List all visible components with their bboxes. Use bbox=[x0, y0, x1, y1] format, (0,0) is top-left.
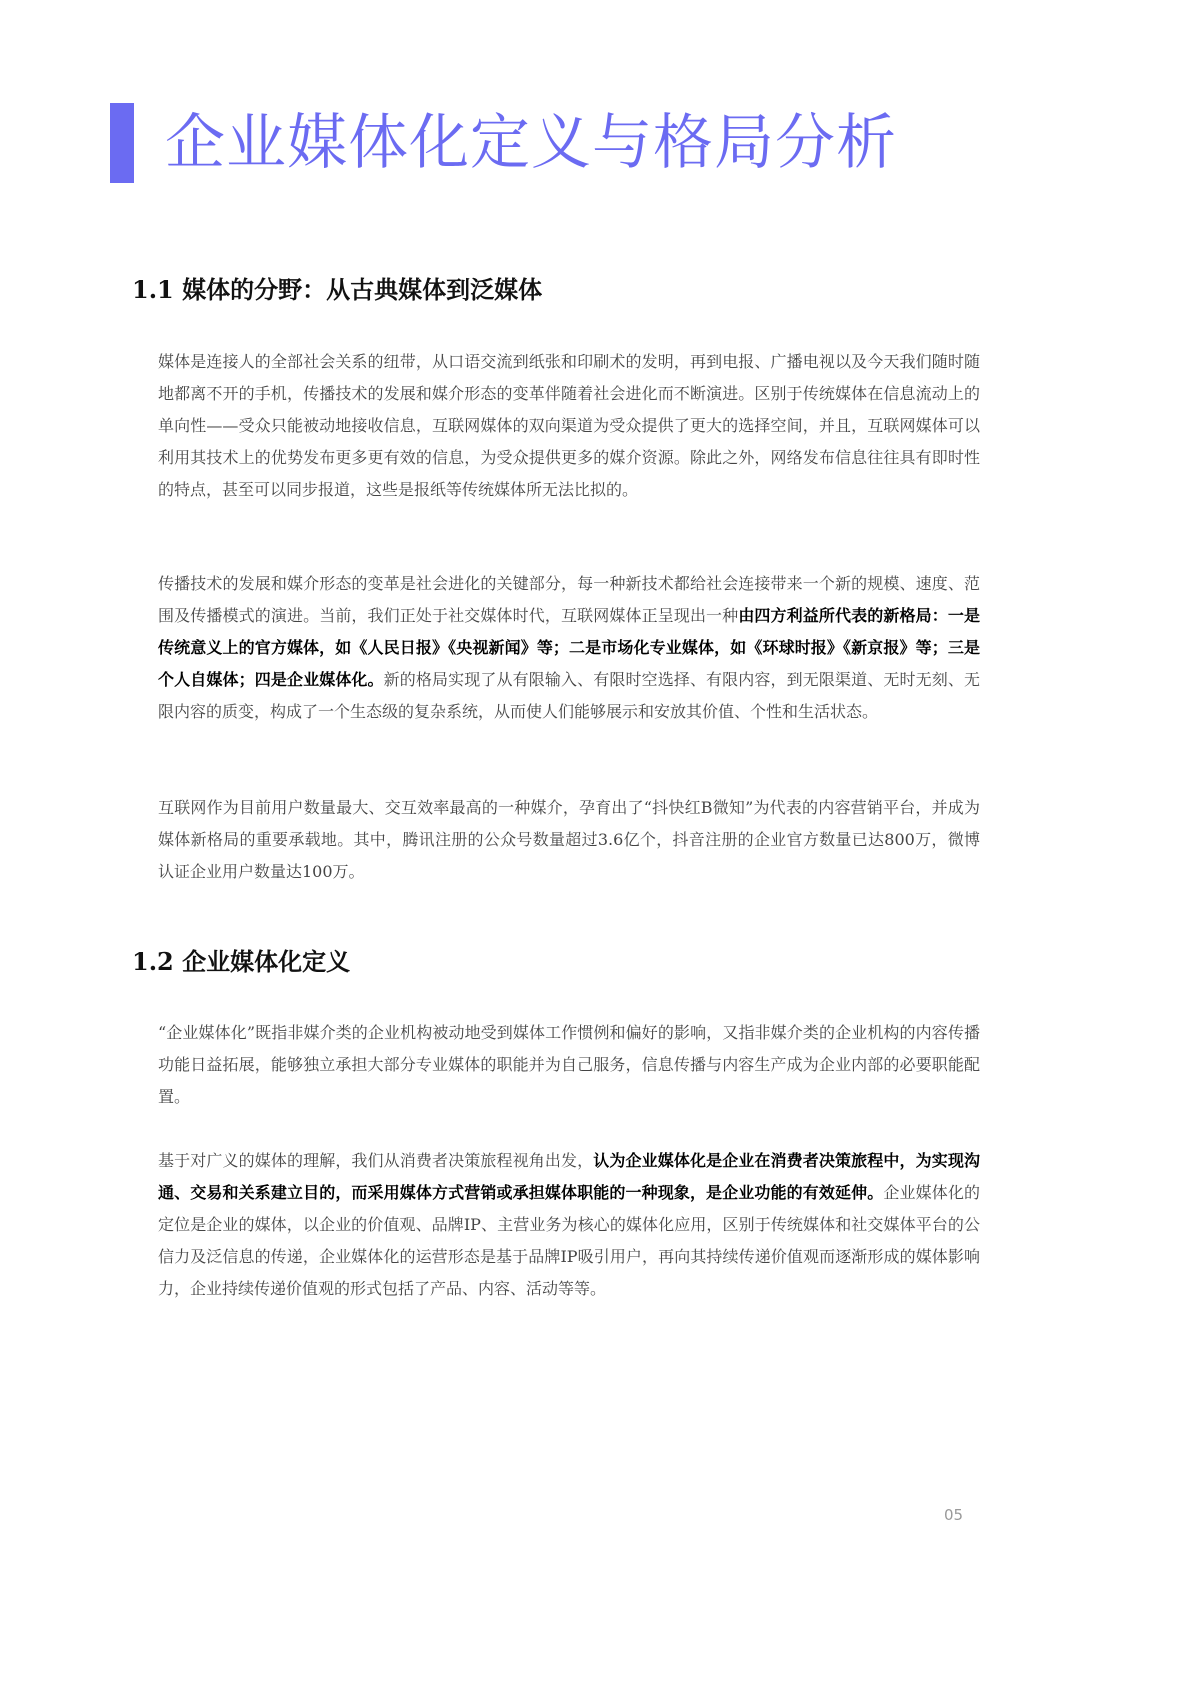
text-segment: 企业媒体化的定位是企业的媒体，以企业的价值观、品牌IP、主营业务为核心的媒体化应用，区别于传统媒体和社交媒体平台的公信力及泛信息的传递，企业媒体化的运营形态是基于品牌IP吸引用户，再向其持续传递价值观而逐渐形成的媒体影响力，企业持续传递价值观的形式包括了产品、内容、活动等等。 bbox=[158, 1183, 980, 1298]
page-title: 企业媒体化定义与格局分析 bbox=[165, 108, 897, 178]
text-segment: 基于对广义的媒体的理解，我们从消费者决策旅程视角出发， bbox=[158, 1151, 594, 1170]
text-segment: 互联网作为目前用户数量最大、交互效率最高的一种媒介，孕育出了“抖快红B微知”为代表的内容营销平台，并成为媒体新格局的重要承载地。其中，腾讯注册的公众号数量超过3.6亿个，抖音注册的企业官方数量已达800万，微博认证企业用户数量达100万。 bbox=[158, 798, 980, 881]
paragraph bbox=[158, 568, 980, 728]
paragraph bbox=[158, 792, 980, 888]
bold-text: 由四方利益所代表的新格局：一是传统意义上的官方媒体，如《人民日报》《央视新闻》等；二是市场化专业媒体，如《环球时报》《新京报》等；三是个人自媒体；四是企业媒体化。 bbox=[158, 606, 980, 689]
section-heading-1-1: 1.1 媒体的分野：从古典媒体到泛媒体 bbox=[132, 275, 543, 304]
text-segment: 新的格局实现了从有限输入、有限时空选择、有限内容，到无限渠道、无时无刻、无限内容的质变，构成了一个生态级的复杂系统，从而使人们能够展示和安放其价值、个性和生活状态。 bbox=[158, 670, 980, 721]
title-accent-bar bbox=[110, 103, 134, 183]
text-segment: “企业媒体化”既指非媒介类的企业机构被动地受到媒体工作惯例和偏好的影响，又指非媒介类的企业机构的内容传播功能日益拓展，能够独立承担大部分专业媒体的职能并为自己服务，信息传播与内容生产成为企业内部的必要职能配置。 bbox=[158, 1023, 980, 1106]
page-number: 05 bbox=[944, 1506, 964, 1524]
text-segment: 传播技术的发展和媒介形态的变革是社会进化的关键部分，每一种新技术都给社会连接带来一个新的规模、速度、范围及传播模式的演进。当前，我们正处于社交媒体时代，互联网媒体正呈现出一种 bbox=[158, 574, 980, 625]
section-heading-1-2: 1.2 企业媒体化定义 bbox=[132, 947, 351, 976]
paragraph bbox=[158, 346, 980, 506]
paragraph bbox=[158, 1017, 980, 1113]
bold-text: 认为企业媒体化是企业在消费者决策旅程中，为实现沟通、交易和关系建立目的，而采用媒体方式营销或承担媒体职能的一种现象，是企业功能的有效延伸。 bbox=[158, 1151, 980, 1202]
paragraph bbox=[158, 1145, 980, 1305]
text-segment: 媒体是连接人的全部社会关系的纽带，从口语交流到纸张和印刷术的发明，再到电报、广播电视以及今天我们随时随地都离不开的手机，传播技术的发展和媒介形态的变革伴随着社会进化而不断演进。区别于传统媒体在信息流动上的单向性——受众只能被动地接收信息，互联网媒体的双向渠道为受众提供了更大的选择空间，并且，互联网媒体可以利用其技术上的优势发布更多更有效的信息，为受众提供更多的媒介资源。除此之外，网络发布信息往往具有即时性的特点，甚至可以同步报道，这些是报纸等传统媒体所无法比拟的。 bbox=[158, 352, 980, 499]
